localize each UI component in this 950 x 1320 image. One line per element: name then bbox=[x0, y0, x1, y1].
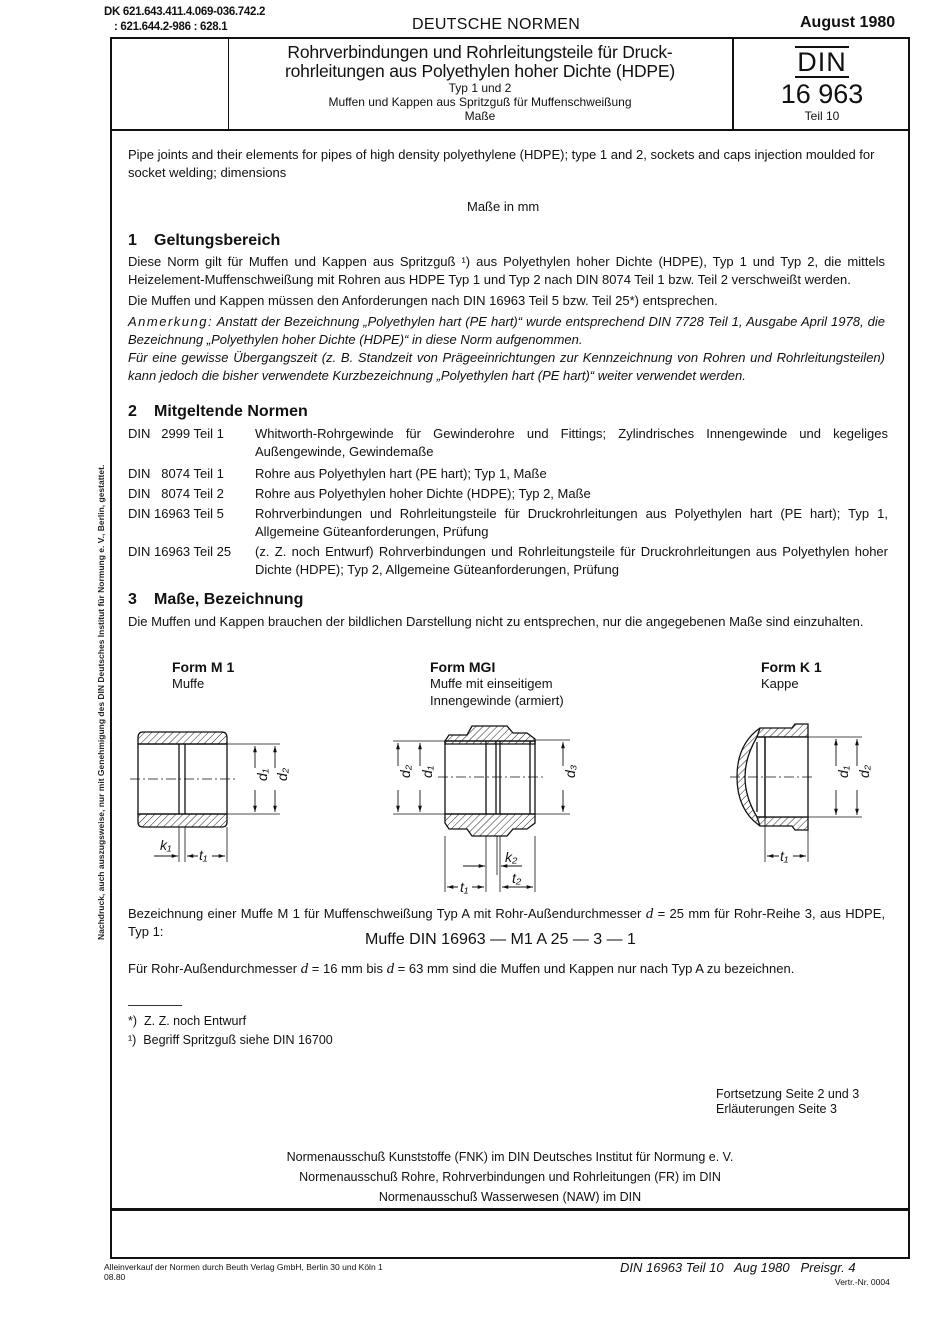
section-3-intro: Die Muffen und Kappen brauchen der bildlichen Darstellung nicht zu entsprechen, nur die angegebenen Maße sind einzuhalten. bbox=[128, 614, 864, 629]
footnote bbox=[128, 1032, 333, 1048]
print-code: 08.80 bbox=[104, 1272, 126, 1282]
section-1-note-2: Für eine gewisse Übergangszeit (z. B. Standzeit von Prägeeinrichtungen zur Kennzeichnung von Rohren und Rohrleitungsteilen) kann jedoch die bisher verwendete Kurzbezeichnung „Polyethylen hart (PE hart)“ weiter verwendet werden. bbox=[128, 350, 885, 383]
committee-list bbox=[110, 1147, 910, 1207]
ref-text: Rohrverbindungen und Rohrleitungsteile für Druckrohrleitungen aus Polyethylen hart (PE hart); Typ 1, Allgemeine Güteanforderungen, Prüfung bbox=[255, 506, 888, 539]
label-k2: k₂ bbox=[505, 849, 518, 865]
footnote-mark: *) bbox=[128, 1014, 138, 1028]
label-d2: d₂ bbox=[856, 764, 872, 778]
din-logo: DIN bbox=[797, 47, 847, 77]
continuation-line-1: Fortsetzung Seite 2 und 3 bbox=[716, 1087, 860, 1101]
footnote-text: Z. Z. noch Entwurf bbox=[143, 1014, 247, 1028]
footnote-mark: ¹) bbox=[128, 1033, 137, 1047]
ref-code: DIN 8074 Teil 1 bbox=[128, 466, 224, 481]
form-desc-2: Innengewinde (armiert) bbox=[430, 693, 564, 708]
committee-item: Normenausschuß Rohre, Rohrverbindungen und Rohrleitungen (FR) im DIN bbox=[299, 1170, 721, 1184]
section-title: Maße, Bezeichnung bbox=[154, 591, 304, 608]
din-number: 16 963 bbox=[780, 79, 864, 109]
label-t2: t₂ bbox=[512, 870, 522, 886]
label-d1: d₁ bbox=[254, 768, 270, 781]
dk-classification-2: : 621.644.2-986 : 628.1 bbox=[114, 21, 228, 33]
english-title: Pipe joints and their elements for pipes of high density polyethylene (HDPE); type 1 and 2, sockets and caps injection moulded for socket welding; dimensions bbox=[128, 147, 875, 180]
range-text bbox=[128, 960, 885, 978]
footnote-rule bbox=[128, 1005, 182, 1006]
section-title: Geltungsbereich bbox=[154, 232, 281, 249]
din-part: Teil 10 bbox=[804, 109, 840, 123]
var-d: d bbox=[386, 961, 395, 977]
lower-box-divider bbox=[110, 1209, 910, 1211]
form-title: Form K 1 bbox=[761, 659, 822, 675]
label-t1: t₁ bbox=[460, 879, 469, 895]
ref-code: DIN 16963 Teil 25 bbox=[128, 544, 232, 559]
footnote-text: Begriff Spritzguß siehe DIN 16700 bbox=[143, 1033, 333, 1047]
form-m1-drawing bbox=[130, 732, 280, 862]
vertr-number: Vertr.-Nr. 0004 bbox=[835, 1277, 890, 1287]
form-title: Form M 1 bbox=[172, 659, 235, 675]
label-d2: d₂ bbox=[274, 767, 290, 781]
ref-text: Rohre aus Polyethylen hoher Dichte (HDPE); Typ 2, Maße bbox=[255, 486, 591, 501]
form-k1-drawing bbox=[730, 724, 862, 862]
continuation-note bbox=[716, 1087, 859, 1117]
footnote bbox=[128, 1013, 246, 1029]
designation-pre: Bezeichnung einer Muffe M 1 für Muffenschweißung Typ A mit Rohr-Außendurchmesser bbox=[128, 906, 642, 921]
form-mgi-drawing bbox=[393, 726, 570, 892]
ref-text: Whitworth-Rohrgewinde für Gewinderohre und Fittings; Zylindrisches Innengewinde und kegeliges Außengewinde, Gewindemaße bbox=[255, 426, 888, 459]
label-t1: t₁ bbox=[199, 847, 208, 863]
label-k1: k₁ bbox=[160, 837, 172, 853]
ref-text: Rohre aus Polyethylen hart (PE hart); Typ 1, Maße bbox=[255, 466, 547, 481]
range-mid: = 16 mm bis bbox=[308, 961, 387, 976]
reprint-notice: Nachdruck, auch auszugsweise, nur mit Genehmigung des DIN Deutsches Institut für Normung e. V., Berlin, gestattet. bbox=[96, 464, 106, 940]
note-text: Anstatt der Bezeichnung „Polyethylen hart (PE hart)“ wurde entsprechend DIN 7728 Teil 1, Ausgabe April 1978, die Bezeichnung „Polyethylen hoher Dichte (HDPE)“ in diese Norm aufgenommen. bbox=[128, 314, 885, 347]
form-desc: Muffe bbox=[172, 676, 205, 691]
label-t1: t₁ bbox=[780, 848, 789, 864]
ref-code: DIN 2999 Teil 1 bbox=[128, 426, 224, 441]
section-number: 1 bbox=[128, 232, 137, 249]
label-d1: d₁ bbox=[835, 765, 851, 778]
label-d3: d₃ bbox=[562, 764, 578, 778]
form-desc: Muffe mit einseitigem bbox=[430, 676, 553, 691]
ref-code: DIN 16963 Teil 5 bbox=[128, 506, 224, 521]
committee-item: Normenausschuß Kunststoffe (FNK) im DIN Deutsches Institut für Normung e. V. bbox=[286, 1150, 734, 1164]
title-line-1: Rohrverbindungen und Rohrleitungsteile für Druck- bbox=[287, 42, 673, 62]
title-sub-2: Muffen und Kappen aus Spritzguß für Muffenschweißung bbox=[328, 95, 632, 109]
var-d: d bbox=[645, 906, 654, 922]
title-sub-1: Typ 1 und 2 bbox=[448, 81, 512, 95]
range-end: = 63 mm sind die Muffen und Kappen nur nach Typ A zu bezeichnen. bbox=[394, 961, 795, 976]
form-desc: Kappe bbox=[761, 676, 799, 691]
sales-note: Alleinverkauf der Normen durch Beuth Verlag GmbH, Berlin 30 und Köln 1 bbox=[104, 1262, 383, 1272]
label-d2: d₂ bbox=[397, 764, 413, 778]
title-line-2: rohrleitungen aus Polyethylen hoher Dichte (HDPE) bbox=[285, 61, 675, 81]
title-sub-3: Maße bbox=[464, 109, 496, 123]
committee-item: Normenausschuß Wasserwesen (NAW) im DIN bbox=[378, 1190, 642, 1204]
footer-reference: DIN 16963 Teil 10 Aug 1980 Preisgr. 4 bbox=[620, 1260, 856, 1275]
series-title: DEUTSCHE NORMEN bbox=[412, 16, 581, 33]
designation-code: Muffe DIN 16963 — M1 A 25 — 3 — 1 bbox=[365, 931, 636, 948]
continuation-line-2: Erläuterungen Seite 3 bbox=[716, 1102, 837, 1116]
section-number: 3 bbox=[128, 591, 137, 608]
section-number: 2 bbox=[128, 403, 137, 420]
section-1-para-1: Diese Norm gilt für Muffen und Kappen aus Spritzguß ¹) aus Polyethylen hoher Dichte (HDPE), Typ 1 und Typ 2, die mittels Heizelement-Muffenschweißung mit Rohren aus HDPE Typ 1 und Typ 2 nach DIN 8074 Teil 1 bzw. Teil 2 verschweißt werden. bbox=[128, 254, 885, 287]
footer-left bbox=[104, 1262, 383, 1282]
ref-code: DIN 8074 Teil 2 bbox=[128, 486, 224, 501]
label-d1: d₁ bbox=[419, 765, 435, 778]
range-pre: Für Rohr-Außendurchmesser bbox=[128, 961, 301, 976]
lower-empty-box bbox=[110, 1209, 910, 1259]
designation-post: = 25 mm für Rohr-Reihe 3, aus HDPE, Typ 1: bbox=[128, 906, 885, 939]
units-note: Maße in mm bbox=[467, 199, 540, 214]
ref-text: (z. Z. noch Entwurf) Rohrverbindungen und Rohrleitungsteile für Druckrohrleitungen aus Polyethylen hoher Dichte (HDPE); Typ 2, Allgemeine Güteanforderungen, Prüfung bbox=[255, 544, 888, 577]
dk-classification-1: DK 621.643.411.4.069-036.742.2 bbox=[104, 6, 266, 18]
note-label: Anmerkung: bbox=[128, 314, 214, 329]
section-1-para-2: Die Muffen und Kappen müssen den Anforderungen nach DIN 16963 Teil 5 bzw. Teil 25*) entsprechen. bbox=[128, 293, 718, 308]
section-title: Mitgeltende Normen bbox=[154, 403, 308, 420]
form-title: Form MGI bbox=[430, 659, 496, 675]
issue-date: August 1980 bbox=[800, 14, 896, 31]
var-d: d bbox=[300, 961, 309, 977]
